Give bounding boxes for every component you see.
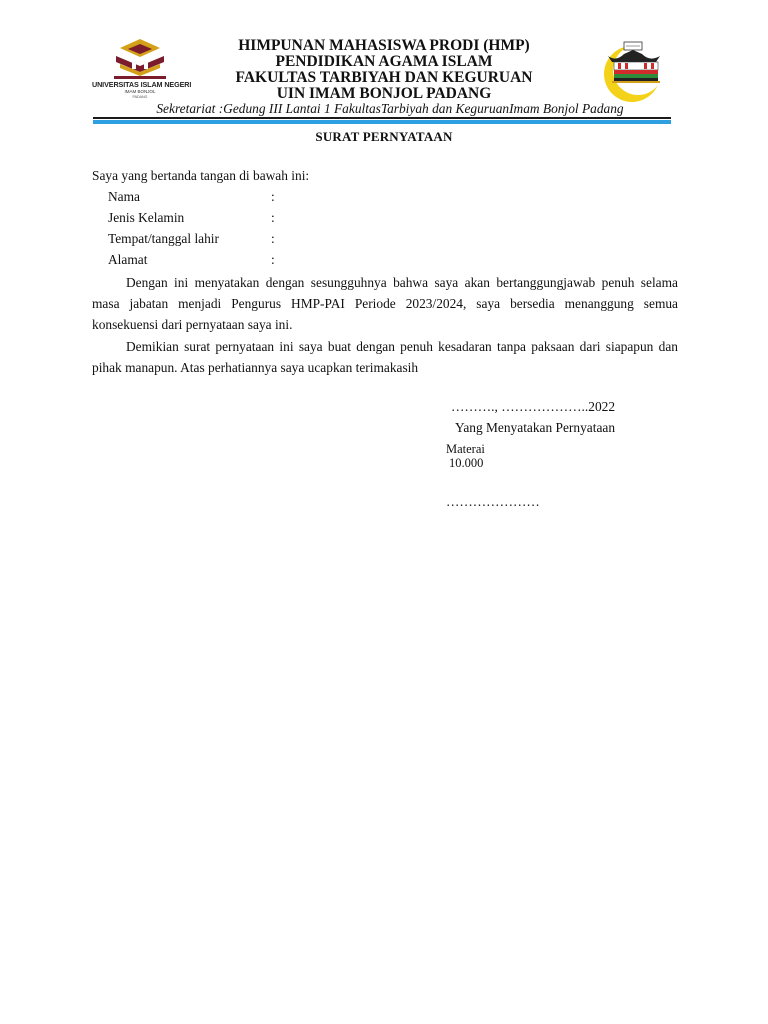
signature-name-placeholder: ………………… <box>446 494 540 509</box>
university-logo <box>92 38 192 102</box>
logo-university-subname: IMAM BONJOL <box>124 89 156 94</box>
field-label-tempat-tanggal-lahir: Tempat/tanggal lahir <box>108 231 219 246</box>
crescent-rumah-gadang-icon <box>590 38 676 104</box>
closing-paragraph-text: Demikian surat pernyataan ini saya buat dengan penuh kesadaran tanpa paksaan dari siapapun dan pihak manapun. Atas perhatiannya saya ucapkan terimakasih <box>92 339 678 375</box>
field-colon-alamat: : <box>271 252 275 267</box>
university-heading: UIN IMAM BONJOL PADANG <box>276 85 492 102</box>
statement-paragraph <box>92 272 678 335</box>
program-heading: PENDIDIKAN AGAMA ISLAM <box>275 53 493 70</box>
hmp-logo <box>590 38 676 104</box>
intro-text: Saya yang bertanda tangan di bawah ini: <box>92 168 310 183</box>
field-colon-jenis-kelamin: : <box>271 210 275 225</box>
statement-paragraph-text: Dengan ini menyatakan dengan sesungguhnya bahwa saya akan bertanggungjawab penuh selama masa jabatan menjadi Pengurus HMP-PAI Periode 2023/2024, saya bersedia menanggung semua konsekuensi dari pernyataan saya ini. <box>92 275 678 332</box>
secretariat-address: Sekretariat :Gedung III Lantai 1 FakultasTarbiyah dan KeguruanImam Bonjol Padang <box>156 101 624 116</box>
field-colon-tempat-tanggal-lahir: : <box>271 231 275 246</box>
closing-paragraph <box>92 336 678 378</box>
signature-date: ………., ………………..2022 <box>451 399 616 414</box>
logo-university-name: UNIVERSITAS ISLAM NEGERI <box>92 80 192 89</box>
signature-title: Yang Menyatakan Pernyataan <box>455 420 616 435</box>
field-label-jenis-kelamin: Jenis Kelamin <box>108 210 185 225</box>
header-divider-black <box>93 117 671 119</box>
header-divider-blue <box>93 120 671 124</box>
logo-university-city: PADANG <box>132 95 148 99</box>
faculty-heading: FAKULTAS TARBIYAH DAN KEGURUAN <box>235 69 533 86</box>
org-name-heading: HIMPUNAN MAHASISWA PRODI (HMP) <box>238 37 530 54</box>
field-colon-nama: : <box>271 189 275 204</box>
field-label-alamat: Alamat <box>108 252 148 267</box>
field-label-nama: Nama <box>108 189 140 204</box>
stamp-label: Materai <box>446 442 485 456</box>
stamp-value: 10.000 <box>449 456 484 470</box>
university-emblem-icon <box>110 38 170 80</box>
document-title: SURAT PERNYATAAN <box>315 129 453 144</box>
